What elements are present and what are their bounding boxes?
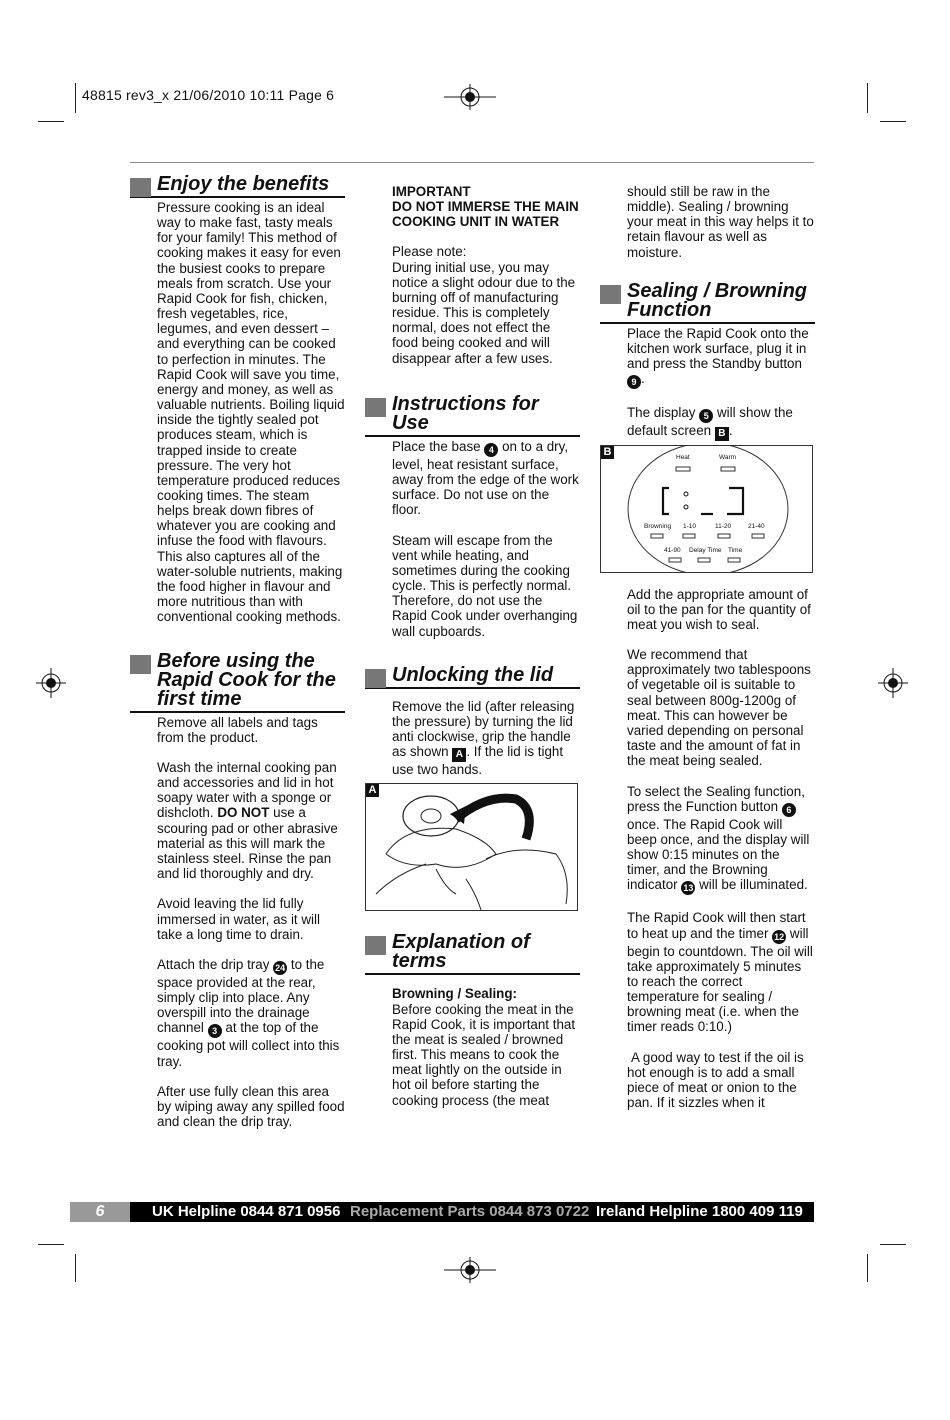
registration-mark-icon <box>444 82 496 112</box>
note: Please note: <box>392 244 467 260</box>
paragraph: Pressure cooking is an ideal way to make fast, tasty meals for your family! This method of cooking makes it easy for even the busiest cooks to prepare meals from scratch. Use your Rapid Cook for fish, chicken, fresh vegetables, rice, legumes, and even dessert – and everything can be cooked to perfection in minutes. The Rapid Cook will save you time, energy and money, as well as valuable nutrients. Boiling liquid inside the tightly sealed pot produces steam, which is trapped inside to create pressure. The very hot temperature produced reduces cooking times. The steam helps break down fibres of whatever you are cooking and infuse the food with flavours. This also captures all of the water-soluble nutrients, making the food higher in flavour and more nutritious than with conventional cooking methods. <box>157 200 345 625</box>
crop-mark <box>38 121 64 122</box>
paragraph: Remove the lid (after releasing the pressure) by turning the lid anti clockwise, grip the handle as shown A . If the lid is tight use two hands. <box>392 698 575 778</box>
heading-sealing-browning: Sealing / Browning Function <box>600 282 815 324</box>
print-slug: 48815 rev3_x 21/06/2010 10:11 Page 6 <box>82 87 335 103</box>
heading-instructions: Instructions for Use <box>365 395 580 437</box>
crop-mark <box>867 1254 868 1282</box>
panel-label: 41-90 <box>664 546 681 554</box>
panel-label: 21-40 <box>748 522 765 530</box>
figure-ref: B <box>715 427 729 441</box>
callout-number: 13 <box>683 883 694 894</box>
paragraph: After use fully clean this area by wiping away any spilled food and clean the drip tray. <box>157 1083 345 1130</box>
figure-ref: A <box>452 748 466 762</box>
panel-label: Heat <box>676 453 690 461</box>
panel-label: Browning <box>644 522 672 530</box>
paragraph: Attach the drip tray 24 to the space provided at the rear, simply clip into place. Any overspill into the drainage channel 3 at the top of the cooking pot will collect into this tray. <box>157 956 340 1069</box>
paragraph: Place the Rapid Cook onto the kitchen work surface, plug it in and press the Standby button 9 . <box>627 325 809 388</box>
paragraph: Add the appropriate amount of oil to the pan for the quantity of meat you wish to seal. <box>627 586 811 632</box>
callout-number: 12 <box>774 931 785 942</box>
heading-unlocking-lid: Unlocking the lid <box>365 666 580 689</box>
figure-b-control-panel: B Heat Warm Browning 1-10 11-20 21-40 41-90 Delay Time Time <box>600 445 813 573</box>
callout-number: 9 <box>627 375 641 389</box>
paragraph: A good way to test if the oil is hot enough is to add a small piece of meat or onion to the pan. If it sizzles when it <box>627 1049 804 1111</box>
paragraph: Remove all labels and tags from the product. <box>157 714 318 745</box>
callout-number: 6 <box>782 803 796 817</box>
callout-number: 24 <box>275 962 286 973</box>
column-2 <box>365 184 580 1123</box>
callout-number: 3 <box>208 1024 222 1038</box>
registration-mark-icon <box>878 668 908 698</box>
crop-mark <box>75 83 76 113</box>
crop-mark <box>867 83 868 113</box>
panel-label: 1-10 <box>683 522 697 530</box>
panel-label: 11-20 <box>715 522 732 530</box>
crop-mark <box>75 1254 76 1282</box>
paragraph: Browning / Sealing: Before cooking the meat in the Rapid Cook, it is important that the meat is sealed / browned first. This means to cook the meat lightly on the outside in hot oil before starting the cooking process (the meat <box>392 986 576 1108</box>
important-notice: IMPORTANT DO NOT IMMERSE THE MAIN COOKING UNIT IN WATER <box>392 184 579 230</box>
top-rule <box>130 162 814 163</box>
page-number: 6 <box>70 1202 130 1222</box>
column-1 <box>130 175 345 1145</box>
paragraph: Steam will escape from the vent while heating, and sometimes during the cooking cycle. This is perfectly normal. Therefore, do not use the Rapid Cook under overhanging wall cupboards. <box>392 532 578 639</box>
crop-mark <box>38 1244 64 1245</box>
paragraph: Place the base 4 on to a dry, level, heat resistant surface, away from the edge of the work surface. Do not use on the floor. <box>392 438 579 518</box>
panel-label: Delay Time <box>689 546 722 554</box>
heading-explanation: Explanation of terms <box>365 933 580 975</box>
panel-label: Warm <box>719 453 737 461</box>
uk-helpline: UK Helpline 0844 871 0956 <box>152 1203 341 1220</box>
replacement-parts: Replacement Parts 0844 873 0722 <box>350 1203 590 1220</box>
paragraph: During initial use, you may notice a slight odour due to the burning off of manufacturing residue. This is completely normal, does not effect the food being cooked and will disappear after a few uses. <box>392 259 576 366</box>
registration-mark-icon <box>444 1255 496 1285</box>
paragraph: To select the Sealing function, press the Function button 6 once. The Rapid Cook will beep once, and the display will show 0:15 minutes on the timer, and the Browning indicator 13 will be illuminated. <box>627 783 810 894</box>
panel-label: Time <box>728 546 743 554</box>
paragraph: Wash the internal cooking pan and accessories and lid in hot soapy water with a sponge or dishcloth. DO NOT use a scouring pad or other abrasive material as this will mark the stainless steel. Rinse the pan and lid thoroughly and dry. <box>157 759 338 882</box>
heading-enjoy-benefits: Enjoy the benefits <box>130 175 345 198</box>
crop-mark <box>880 121 906 122</box>
column-3 <box>600 184 815 1125</box>
crop-mark <box>880 1244 906 1245</box>
callout-number: 5 <box>699 409 713 423</box>
paragraph: The display 5 will show the default screen B . <box>627 404 793 439</box>
registration-mark-icon <box>36 668 66 698</box>
ireland-helpline: Ireland Helpline 1800 409 119 <box>596 1203 803 1220</box>
paragraph: The Rapid Cook will then start to heat up and the timer 12 will begin to countdown. The oil will take approximately 5 minutes to reach the correct temperature for sealing / browning meat (i.e. when the timer reads 0:10.) <box>627 910 813 1035</box>
paragraph: We recommend that approximately two tablespoons of vegetable oil is suitable to seal between 800g-1200g of meat. This can however be varied depending on personal taste and the amount of fat in the meat being sealed. <box>627 647 811 769</box>
callout-number: 4 <box>484 443 498 457</box>
paragraph: should still be raw in the middle). Sealing / browning your meat in this way helps it to retain flavour as well as moisture. <box>627 184 814 260</box>
figure-a-unlocking-lid: A <box>365 783 578 911</box>
footer-helpline-bar <box>70 1202 814 1222</box>
paragraph: Avoid leaving the lid fully immersed in water, as it will take a long time to drain. <box>157 896 320 942</box>
hands-lid-illustration-icon <box>366 784 577 910</box>
heading-before-using: Before using the Rapid Cook for the first time <box>130 652 345 713</box>
